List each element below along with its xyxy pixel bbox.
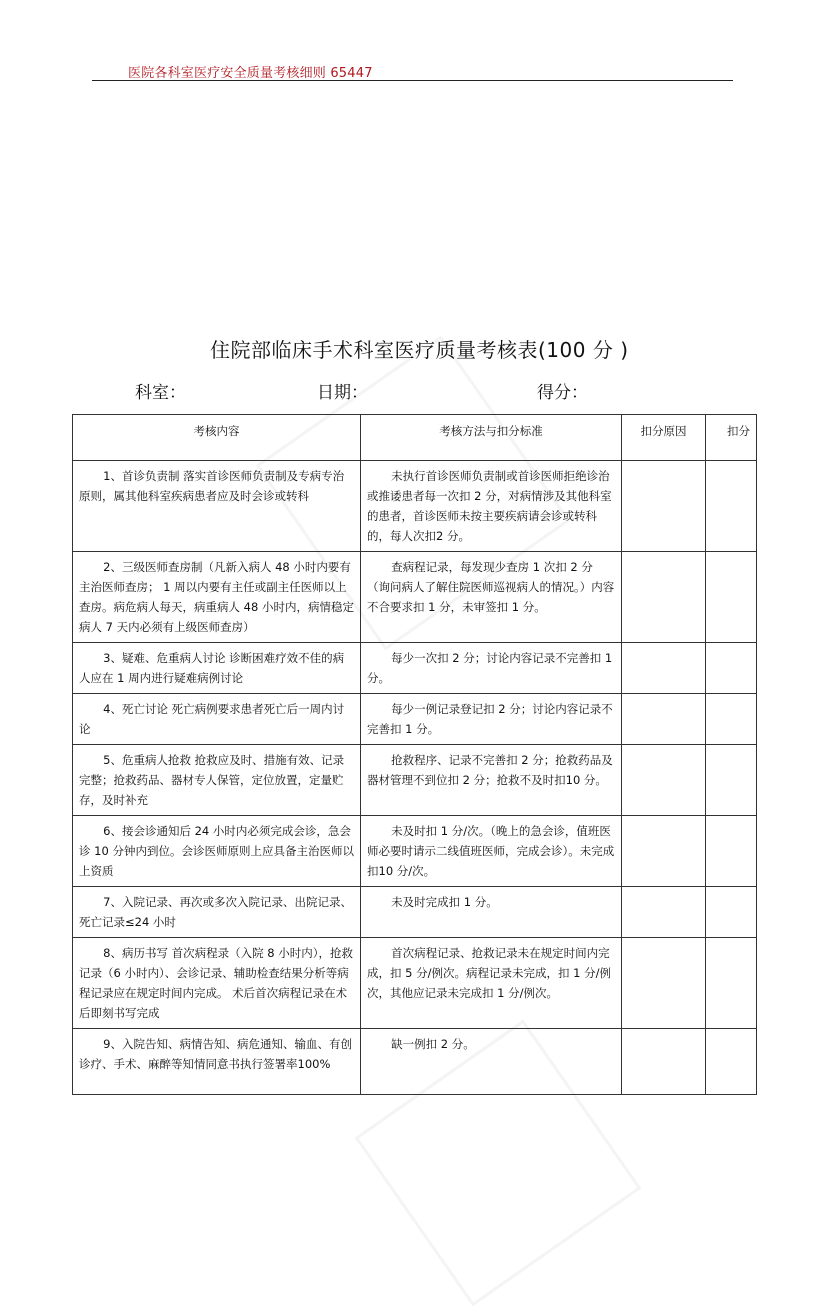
row-content: 6、接会诊通知后 24 小时内必须完成会诊，急会诊 10 分钟内到位。会诊医师原则上应具备主治医师以上资质 — [73, 816, 361, 887]
header-content: 考核内容 — [73, 415, 361, 461]
row-content: 7、入院记录、再次或多次入院记录、出院记录、死亡记录≤24 小时 — [73, 887, 361, 938]
row-method: 缺一例扣 2 分。 — [361, 1029, 622, 1095]
header-reason: 扣分原因 — [622, 415, 706, 461]
row-content: 3、疑难、危重病人讨论 诊断困难疗效不佳的病人应在 1 周内进行疑难病例讨论 — [73, 643, 361, 694]
department-label: 科室： — [135, 383, 186, 403]
row-reason-cell[interactable] — [622, 461, 706, 552]
row-reason-cell[interactable] — [622, 938, 706, 1029]
row-deduct-cell[interactable] — [706, 887, 757, 938]
row-content: 4、死亡讨论 死亡病例要求患者死亡后一周内讨论 — [73, 694, 361, 745]
date-label: 日期： — [317, 383, 368, 403]
row-content: 9、入院告知、病情告知、病危通知、输血、有创诊疗、手术、麻醉等知情同意书执行签署率100% — [73, 1029, 361, 1095]
row-method: 每少一次扣 2 分；讨论内容记录不完善扣 1 分。 — [361, 643, 622, 694]
row-deduct-cell[interactable] — [706, 643, 757, 694]
table-row — [73, 816, 757, 887]
row-method: 查病程记录，每发现少查房 1 次扣 2 分（询问病人了解住院医师巡视病人的情况。）内容不合要求扣 1 分，未审签扣 1 分。 — [361, 552, 622, 643]
row-method: 首次病程记录、抢救记录未在规定时间内完成，扣 5 分/例次。病程记录未完成，扣 1 分/例次，其他应记录未完成扣 1 分/例次。 — [361, 938, 622, 1029]
row-reason-cell[interactable] — [622, 887, 706, 938]
row-method: 未及时扣 1 分/次。（晚上的急会诊，值班医师必要时请示二线值班医师，完成会诊）。未完成扣10 分/次。 — [361, 816, 622, 887]
row-reason-cell[interactable] — [622, 552, 706, 643]
header-title: 医院各科室医疗安全质量考核细则 65447 — [128, 66, 373, 81]
row-deduct-cell[interactable] — [706, 461, 757, 552]
table-row — [73, 694, 757, 745]
row-method: 每少一例记录登记扣 2 分；讨论内容记录不完善扣 1 分。 — [361, 694, 622, 745]
row-reason-cell[interactable] — [622, 745, 706, 816]
row-deduct-cell[interactable] — [706, 552, 757, 643]
table-row — [73, 745, 757, 816]
row-deduct-cell[interactable] — [706, 816, 757, 887]
row-reason-cell[interactable] — [622, 643, 706, 694]
header-deduct: 扣分 — [706, 415, 757, 461]
row-method: 未及时完成扣 1 分。 — [361, 887, 622, 938]
row-reason-cell[interactable] — [622, 816, 706, 887]
table-row — [73, 938, 757, 1029]
row-reason-cell[interactable] — [622, 1029, 706, 1095]
row-method: 抢救程序、记录不完善扣 2 分；抢救药品及器材管理不到位扣 2 分；抢救不及时扣10 分。 — [361, 745, 622, 816]
row-method: 未执行首诊医师负责制或首诊医师拒绝诊治或推诿患者每一次扣 2 分，对病情涉及其他科室的患者，首诊医师未按主要疾病请会诊或转科的，每人次扣2 分。 — [361, 461, 622, 552]
table-row — [73, 461, 757, 552]
table-row — [73, 1029, 757, 1095]
row-content: 5、危重病人抢救 抢救应及时、措施有效、记录完整；抢救药品、器材专人保管，定位放置，定量贮存，及时补充 — [73, 745, 361, 816]
table-header-row — [73, 415, 757, 461]
page-title: 住院部临床手术科室医疗质量考核表(100 分 ) — [210, 338, 629, 362]
table-row — [73, 552, 757, 643]
row-deduct-cell[interactable] — [706, 938, 757, 1029]
row-deduct-cell[interactable] — [706, 694, 757, 745]
row-content: 1、首诊负责制 落实首诊医师负责制及专病专治原则，属其他科室疾病患者应及时会诊或转科 — [73, 461, 361, 552]
header-method: 考核方法与扣分标准 — [361, 415, 622, 461]
header-divider — [92, 80, 733, 81]
row-reason-cell[interactable] — [622, 694, 706, 745]
table-row — [73, 887, 757, 938]
row-deduct-cell[interactable] — [706, 745, 757, 816]
assessment-table — [72, 414, 757, 1095]
row-content: 2、三级医师查房制（凡新入病人 48 小时内要有主治医师查房； 1 周以内要有主任或副主任医师以上查房。病危病人每天，病重病人 48 小时内，病情稳定病人 7 天内必须有上级医师查房） — [73, 552, 361, 643]
table-row — [73, 643, 757, 694]
row-content: 8、病历书写 首次病程录（入院 8 小时内），抢救记录（6 小时内）、会诊记录、辅助检查结果分析等病程记录应在规定时间内完成。 术后首次病程记录在术后即刻书写完成 — [73, 938, 361, 1029]
score-label: 得分： — [537, 383, 588, 403]
row-deduct-cell[interactable] — [706, 1029, 757, 1095]
